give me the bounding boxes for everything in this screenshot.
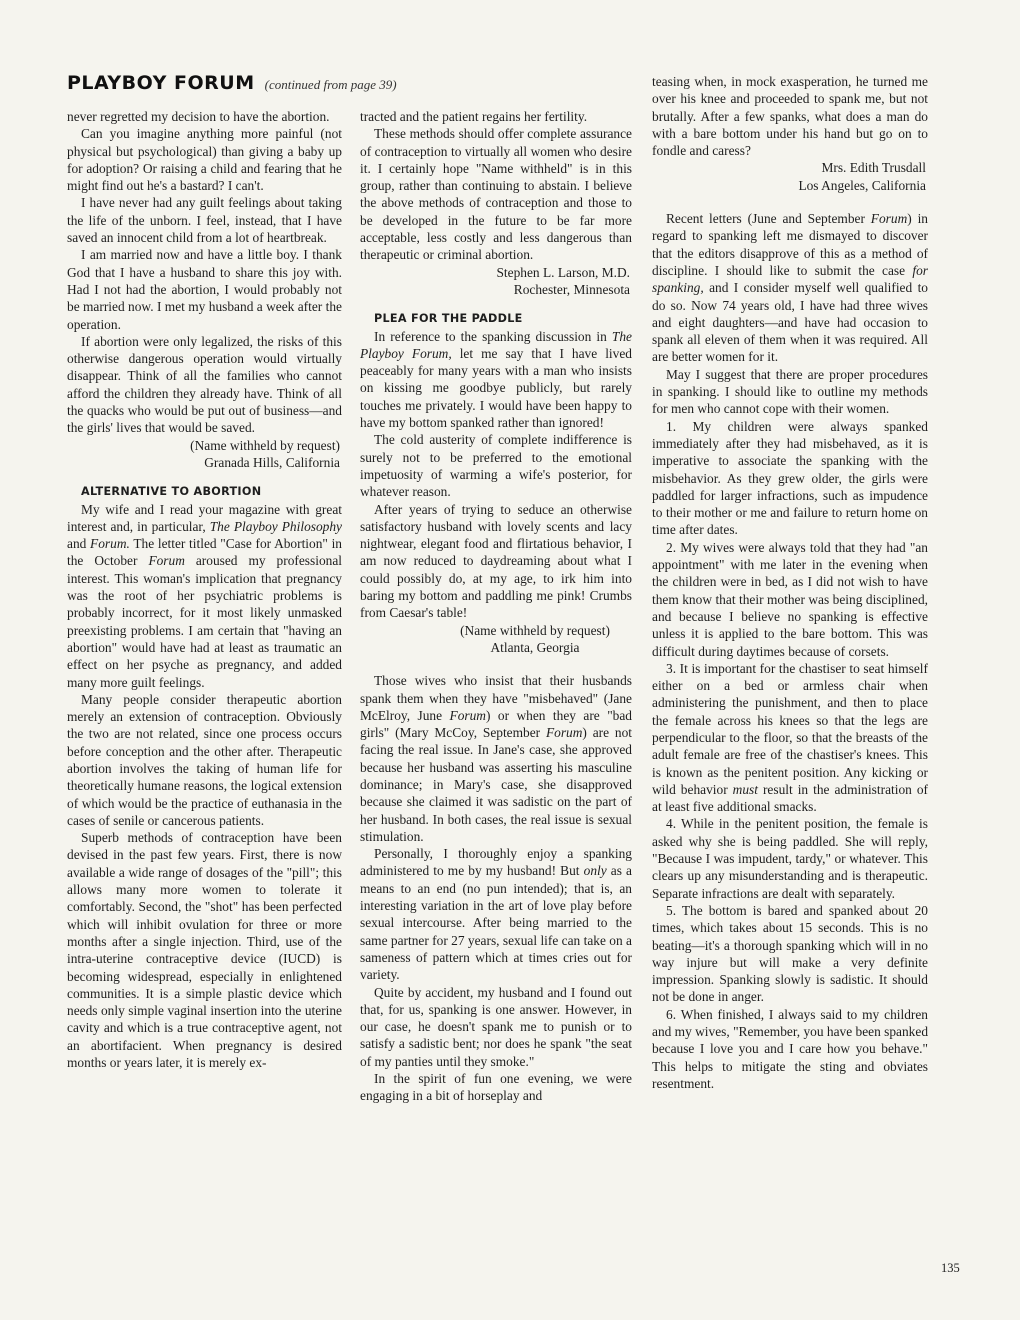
masthead xyxy=(67,72,397,100)
paragraph: never regretted my decision to have the abortion. xyxy=(67,109,330,124)
signature-location: Rochester, Minnesota xyxy=(513,281,630,297)
section-title: PLAYBOY FORUM xyxy=(67,72,255,94)
paragraph: May I suggest that there are proper procedures in spanking. I should like to outline my methods for men who cannot cope with their women. xyxy=(652,366,928,417)
page-number: 135 xyxy=(941,1261,960,1275)
column-3 xyxy=(652,73,928,1092)
letter-signature xyxy=(360,264,632,299)
paragraph: Can you imagine anything more painful (not physical but psychological) than giving a baby up for adoption? Or raising a child and fearing that he might find out he's a bastard? I can't. xyxy=(67,126,342,194)
paragraph: tracted and the patient regains her fertility. xyxy=(360,109,588,124)
letter-heading: ALTERNATIVE TO ABORTION xyxy=(81,485,262,499)
paragraph: These methods should offer complete assurance of contraception to virtually all women who desire it. I certainly hope "Name withheld" is in this group, rather than continuing to abstain. I believe the above methods of contraception and those to be developed in the future to be far more acceptable, less costly and less dangerous than therapeutic or criminal abortion. xyxy=(360,126,632,263)
signature-name: (Name withheld by request) xyxy=(460,622,610,638)
letter-signature xyxy=(360,622,632,657)
paragraph: Superb methods of contraception have been devised in the past few years. First, there is now available a wide range of dosages of the "pill"; this allows many more women to tolerate it comfortably. Second, the "shot" has been perfected which will inhibit ovulation for three or more months after a single injection. Third, use of the intra-uterine contraceptive device (IUCD) is becoming widespread, especially in enlightened communities. It is a simple plastic device which needs only simple vaginal insertion into the uterine cavity and which is a true contraceptive agent, not an abortifacient. When pregnancy is desired months or years later, it is merely ex- xyxy=(67,830,342,1071)
letter-signature xyxy=(67,437,342,472)
paragraph: 6. When finished, I always said to my children and my wives, "Remember, you have been spanked because I love you and I care how you behave." This helps to mitigate the sting and obviates resentment. xyxy=(652,1006,929,1091)
paragraph: Recent letters (June and September Forum) in regard to spanking left me dismayed to discover that the editors disapprove of this as a method of discipline. I should like to submit the case for spanking, and I consider myself well qualified to do so. Now 74 years old, I have had three wives and eight daughters—and have had occasion to spank all eleven of them when it was required. All are better women for it. xyxy=(652,211,928,365)
signature-location: Atlanta, Georgia xyxy=(490,639,580,655)
signature-location: Granada Hills, California xyxy=(204,454,340,470)
signature-name: (Name withheld by request) xyxy=(190,437,340,453)
paragraph: 4. While in the penitent position, the female is asked why she is being paddled. She will reply, "Because I was impudent, tardy," or whatever. This clears up any misunderstanding and is therapeutic. Separate infractions are dealt with separately. xyxy=(652,816,928,901)
signature-name: Mrs. Edith Trusdall xyxy=(821,160,926,176)
paragraph: The cold austerity of complete indifference is surely not to be preferred to the emotional impetuosity of warming a wife's posterior, for whatever reason. xyxy=(360,432,632,500)
paragraph: In reference to the spanking discussion in The Playboy Forum, let me say that I have lived peaceably for many years with a man who insists on kissing me goodbye publicly, but rarely touches me privately. I would have been happy to have my bottom spanked rather than ignored! xyxy=(360,328,632,431)
column-1 xyxy=(67,108,342,1071)
paragraph: Personally, I thoroughly enjoy a spanking administered to me by my husband! But only as a means to an end (no pun intended); that is, an interesting variation in the art of love play before sexual intercourse. After being married to the same partner for 27 years, sexual life can take on a sameness of pattern which at times cries out for variety. xyxy=(360,846,632,983)
paragraph: 5. The bottom is bared and spanked about 20 times, which takes about 15 seconds. This is no beating—it's a thorough spanking which will in no way injure but will make a very definite impression. Spanking slowly is sadistic. It should not be done in anger. xyxy=(652,902,928,1005)
paragraph: 1. My children were always spanked immediately after they had misbehaved, as it is imperative to associate the spanking with the misbehavior. As they grew older, the girls were paddled for larger infractions, such as impudence to their mother or me and failure to return home on time after dates. xyxy=(652,418,928,538)
letter-signature xyxy=(652,159,928,194)
paragraph: Quite by accident, my husband and I found out that, for us, spanking is one answer. However, in our case, he doesn't spank me to punish or to satisfy a sadistic bent; nor does he spank "the seat of my panties until they smoke." xyxy=(360,984,632,1069)
column-2 xyxy=(360,108,632,1105)
paragraph: Those wives who insist that their husbands spank them when they have "misbehaved" (Jane McElroy, June Forum) or when they are "bad girls" (Mary McCoy, September Forum) are not facing the real issue. In Jane's case, she approved because her husband was asserting his masculine dominance; in Mary's case, she disapproved because she claimed it was sadistic on the part of her husband. In both cases, the real issue is sexual stimulation. xyxy=(360,673,632,844)
paragraph: 3. It is important for the chastiser to seat himself either on a bed or armless chair when administering the punishment, and then to place the female across his knees so that the legs are perpendicular to the floor, so that the breasts of the adult female are free of the chastiser's knees. This is known as the penitent position. Any kicking or wild behavior must result in the administration of at least five additional smacks. xyxy=(652,660,928,815)
paragraph: Many people consider therapeutic abortion merely an extension of contraception. Obviously the two are not related, since one process occurs before conception and the other after. Therapeutic abortion involves the taking of human life for theoretically humane reasons, the logical extension of which would be the practice of euthanasia in the cases of senile or cancerous patients. xyxy=(67,691,342,828)
paragraph: In the spirit of fun one evening, we were engaging in a bit of horseplay and xyxy=(360,1071,632,1104)
paragraph: I am married now and have a little boy. I thank God that I have a husband to share this joy with. Had I not had the abortion, I would probably not be married now. I met my husband a week after the operation. xyxy=(67,247,342,332)
continued-note: (continued from page 39) xyxy=(264,77,397,92)
paragraph: My wife and I read your magazine with great interest and, in particular, The Playboy Philosophy and Forum. The letter titled "Case for Abortion" in the October Forum aroused my professional interest. This woman's implication that pregnancy was the root of her psychiatric problems is probably incorrect, for it most likely unmasked preexisting problems. I am certain that "having an abortion" would have had at least as traumatic an effect on her psyche as pregnancy, and added many more guilt feelings. xyxy=(67,501,343,690)
paragraph: After years of trying to seduce an otherwise satisfactory husband with lovely scents and lacy nightwear, elegant food and flirtatious behavior, I am now reduced to daydreaming about what I could possibly do, at my age, to irk him into baring my bottom and paddling me pink! Crumbs from Caesar's table! xyxy=(360,501,632,621)
paragraph: If abortion were only legalized, the risks of this otherwise dangerous operation would virtually disappear. Think of all the families who cannot afford the children they already have. Think of all the quacks who would be put out of business—and the girls' lives that would be saved. xyxy=(67,333,342,436)
signature-location: Los Angeles, California xyxy=(798,177,926,193)
signature-name: Stephen L. Larson, M.D. xyxy=(496,264,630,280)
paragraph: teasing when, in mock exasperation, he turned me over his knee and proceeded to spank me, but not brutally. After a few spanks, what does a man do with a bare bottom under his hand but go on to fondle and caress? xyxy=(652,74,928,159)
paragraph: I have never had any guilt feelings about taking the life of the unborn. I feel, instead, that I have saved an innocent child from a lot of heartbreak. xyxy=(67,195,342,246)
letter-heading: PLEA FOR THE PADDLE xyxy=(374,312,523,326)
paragraph: 2. My wives were always told that they had "an appointment" with me later in the evening when the children were in bed, as I did not wish to have them know that their mother was being disciplined, and because I believe no spanking is effective unless it is applied to the bare bottom. This was difficult during daytimes because of corsets. xyxy=(652,539,928,659)
